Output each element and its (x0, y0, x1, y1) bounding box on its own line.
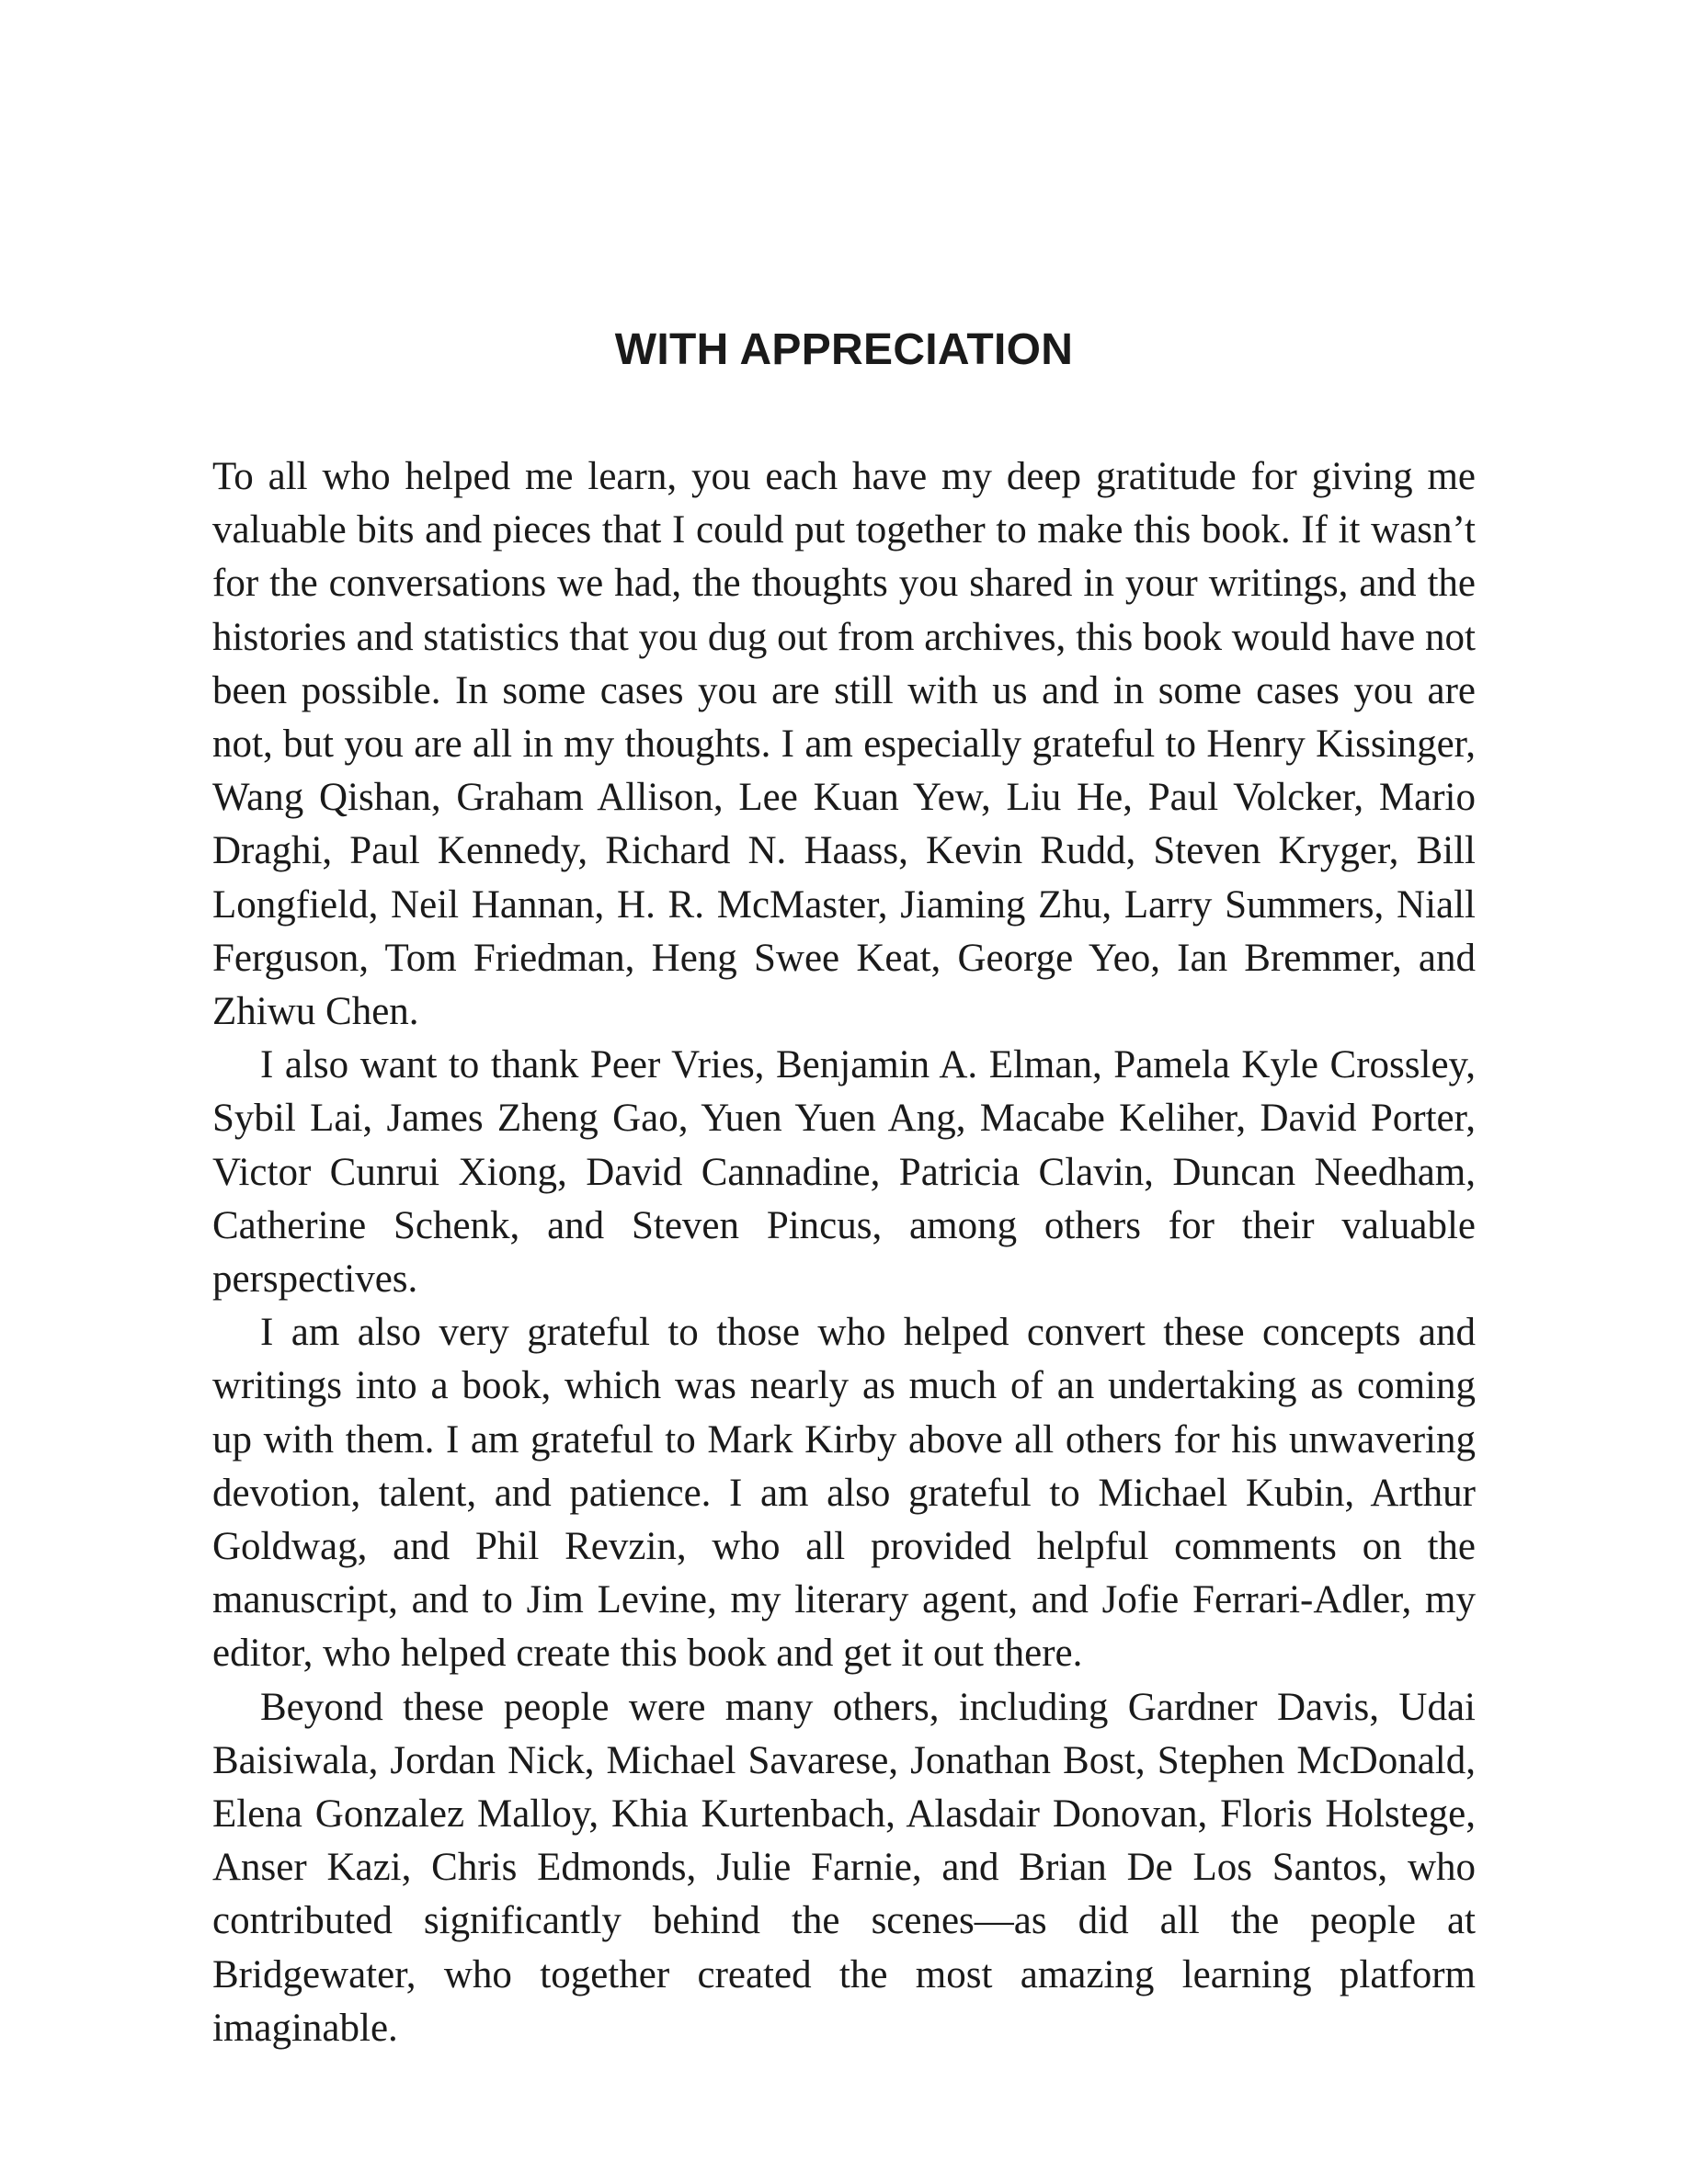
paragraph-3: I am also very grateful to those who helped convert these concepts and writings into a book, which was nearly as much of an undertaking as coming up with them. I am grateful to Mark Kirby above all others for his unwavering devotion, talent, and patience. I am also grateful to Michael Kubin, Arthur Goldwag, and Phil Revzin, who all provided helpful comments on the manuscript, and to Jim Levine, my literary agent, and Jofie Ferrari-Adler, my editor, who helped create this book and get it out there. (212, 1311, 1476, 1676)
paragraph-1: To all who helped me learn, you each have my deep gratitude for giving me valuable bits and pieces that I could put together to make this book. If it wasn’t for the conversations we had, the thoughts you shared in your writings, and the histories and statistics that you dug out from archives, this book would have not been possible. In some cases you are still with us and in some cases you are not, but you are all in my thoughts. I am especially grateful to Henry Kissinger, Wang Qishan, Graham Allison, Lee Kuan Yew, Liu He, Paul Volcker, Mario Draghi, Paul Kennedy, Richard N. Haass, Kevin Rudd, Steven Kryger, Bill Longfield, Neil Hannan, H. R. McMaster, Jiaming Zhu, Larry Summers, Niall Ferguson, Tom Friedman, Heng Swee Keat, George Yeo, Ian Bremmer, and Zhiwu Chen. (212, 455, 1476, 1034)
page-title: WITH APPRECIATION (614, 325, 1074, 374)
paragraph-4: Beyond these people were many others, including Gardner Davis, Udai Baisiwala, Jordan Nick, Michael Savarese, Jonathan Bost, Stephen McDonald, Elena Gonzalez Malloy, Khia Kurtenbach, Alasdair Donovan, Floris Holstege, Anser Kazi, Chris Edmonds, Julie Farnie, and Brian De Los Santos, who contributed significantly behind the scenes—as did all the people at Bridgewater, who together created the most amazing learning platform imaginable. (212, 1685, 1476, 2050)
paragraph-2: I also want to thank Peer Vries, Benjamin A. Elman, Pamela Kyle Crossley, Sybil Lai, James Zheng Gao, Yuen Yuen Ang, Macabe Keliher, David Porter, Victor Cunrui Xiong, David Cannadine, Patricia Clavin, Duncan Needham, Catherine Schenk, and Steven Pincus, among others for their valuable perspectives. (212, 1043, 1476, 1302)
body-text (212, 450, 1476, 2055)
